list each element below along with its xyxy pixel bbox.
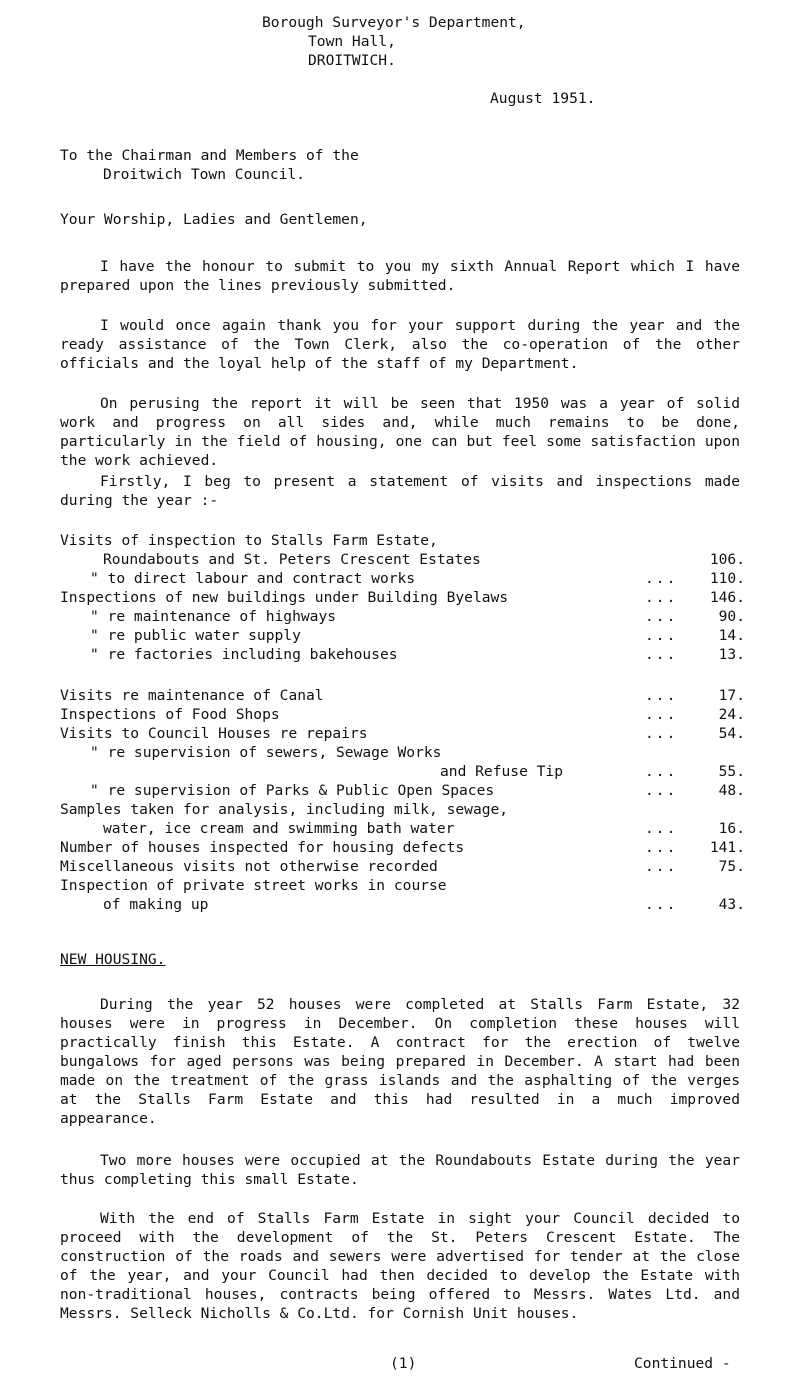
report-date: August 1951. bbox=[490, 90, 596, 107]
leader-dots: ... bbox=[645, 706, 678, 723]
stat-label: " re factories including bakehouses bbox=[90, 646, 398, 663]
stat-label: Inspection of private street works in course bbox=[60, 877, 447, 894]
intro-paragraph-3: On perusing the report it will be seen that 1950 was a year of solid work and progress on all sides and, while much remains to be done, particularly in the field of housing, one can but feel some satisfaction upon the work achieved. bbox=[60, 395, 740, 469]
leader-dots: ... bbox=[645, 570, 678, 587]
section-heading-new-housing: NEW HOUSING. bbox=[60, 951, 166, 968]
stat-label: Miscellaneous visits not otherwise recorded bbox=[60, 858, 438, 875]
stat-row bbox=[60, 627, 745, 646]
stat-row bbox=[60, 725, 745, 744]
stat-row bbox=[60, 551, 745, 570]
stat-row bbox=[60, 763, 745, 782]
department-line: Borough Surveyor's Department, bbox=[262, 14, 526, 31]
stat-label: Inspections of new buildings under Building Byelaws bbox=[60, 589, 509, 606]
stat-row bbox=[60, 646, 745, 665]
housing-paragraph-2: Two more houses were occupied at the Roundabouts Estate during the year thus completing this small Estate. bbox=[60, 1152, 740, 1188]
stat-row bbox=[60, 782, 745, 801]
stat-label: Samples taken for analysis, including milk, sewage, bbox=[60, 801, 509, 818]
stat-row bbox=[60, 589, 745, 608]
leader-dots: ... bbox=[645, 687, 678, 704]
stat-value: 75. bbox=[718, 858, 745, 875]
housing-paragraph-1: During the year 52 houses were completed at Stalls Farm Estate, 32 houses were in progress in December. On completion these houses will practically finish this Estate. A contract for the erection of twelve bungalows for aged persons was being prepared in December. A start had been made on the treatment of the grass islands and the asphalting of the verges at the Stalls Farm Estate and this had resulted in a much improved appearance. bbox=[60, 996, 740, 1127]
stat-row bbox=[60, 858, 745, 877]
stat-row bbox=[60, 820, 745, 839]
stat-value: 55. bbox=[718, 763, 745, 780]
stat-row bbox=[60, 896, 745, 915]
stat-value: 24. bbox=[718, 706, 745, 723]
stat-value: 43. bbox=[718, 896, 745, 913]
stat-row bbox=[60, 687, 745, 706]
addressee-line-2: Droitwich Town Council. bbox=[103, 166, 306, 183]
stat-value: 110. bbox=[709, 570, 745, 587]
stat-row bbox=[60, 839, 745, 858]
intro-paragraph-2: I would once again thank you for your support during the year and the ready assistance of the Town Clerk, also the co-operation of the other officials and the loyal help of the staff of my Department. bbox=[60, 317, 740, 372]
leader-dots: ... bbox=[645, 858, 678, 875]
continued-note: Continued - bbox=[634, 1355, 731, 1372]
stat-row bbox=[60, 570, 745, 589]
leader-dots: ... bbox=[645, 820, 678, 837]
stat-label: of making up bbox=[103, 896, 209, 913]
leader-dots: ... bbox=[645, 725, 678, 742]
housing-paragraph-3: With the end of Stalls Farm Estate in sight your Council decided to proceed with the development of the St. Peters Crescent Estate. The construction of the roads and sewers were advertised for tender at the close of the year, and your Council had then decided to develop the Estate with non-traditional houses, contracts being offered to Messrs. Wates Ltd. and Messrs. Selleck Nicholls & Co.Ltd. for Cornish Unit houses. bbox=[60, 1210, 740, 1322]
leader-dots: ... bbox=[645, 627, 678, 644]
stat-label: " re supervision of Parks & Public Open Spaces bbox=[90, 782, 495, 799]
stat-label: Visits of inspection to Stalls Farm Estate, bbox=[60, 532, 438, 549]
leader-dots: ... bbox=[645, 589, 678, 606]
salutation: Your Worship, Ladies and Gentlemen, bbox=[60, 211, 368, 228]
stat-row bbox=[60, 532, 745, 551]
stat-label: " to direct labour and contract works bbox=[90, 570, 416, 587]
stat-row bbox=[60, 706, 745, 725]
town-line: DROITWICH. bbox=[308, 52, 396, 69]
town-hall-line: Town Hall, bbox=[308, 33, 396, 50]
intro-paragraph-1: I have the honour to submit to you my sixth Annual Report which I have prepared upon the lines previously submitted. bbox=[60, 258, 740, 294]
stat-value: 13. bbox=[718, 646, 745, 663]
stat-value: 14. bbox=[718, 627, 745, 644]
stat-value: 146. bbox=[709, 589, 745, 606]
stat-label: Inspections of Food Shops bbox=[60, 706, 280, 723]
leader-dots: ... bbox=[645, 896, 678, 913]
stat-label: and Refuse Tip bbox=[440, 763, 564, 780]
stat-value: 90. bbox=[718, 608, 745, 625]
stat-label: water, ice cream and swimming bath water bbox=[103, 820, 455, 837]
stat-value: 54. bbox=[718, 725, 745, 742]
stat-value: 106. bbox=[709, 551, 745, 568]
stat-row bbox=[60, 608, 745, 627]
leader-dots: ... bbox=[645, 782, 678, 799]
stat-label: " re supervision of sewers, Sewage Works bbox=[90, 744, 442, 761]
addressee-line-1: To the Chairman and Members of the bbox=[60, 147, 359, 164]
stat-row bbox=[60, 877, 745, 896]
stat-label: Number of houses inspected for housing defects bbox=[60, 839, 465, 856]
stat-value: 17. bbox=[718, 687, 745, 704]
stat-value: 48. bbox=[718, 782, 745, 799]
stat-label: " re public water supply bbox=[90, 627, 301, 644]
stat-row bbox=[60, 801, 745, 820]
stat-value: 16. bbox=[718, 820, 745, 837]
stat-row bbox=[60, 744, 745, 763]
stat-label: Visits to Council Houses re repairs bbox=[60, 725, 368, 742]
page-number: (1) bbox=[390, 1355, 417, 1372]
stat-label: Roundabouts and St. Peters Crescent Estates bbox=[103, 551, 481, 568]
leader-dots: ... bbox=[645, 763, 678, 780]
stat-label: " re maintenance of highways bbox=[90, 608, 337, 625]
leader-dots: ... bbox=[645, 839, 678, 856]
leader-dots: ... bbox=[645, 646, 678, 663]
leader-dots: ... bbox=[645, 608, 678, 625]
stat-label: Visits re maintenance of Canal bbox=[60, 687, 324, 704]
stat-value: 141. bbox=[709, 839, 745, 856]
intro-paragraph-4: Firstly, I beg to present a statement of visits and inspections made during the year :- bbox=[60, 473, 740, 509]
